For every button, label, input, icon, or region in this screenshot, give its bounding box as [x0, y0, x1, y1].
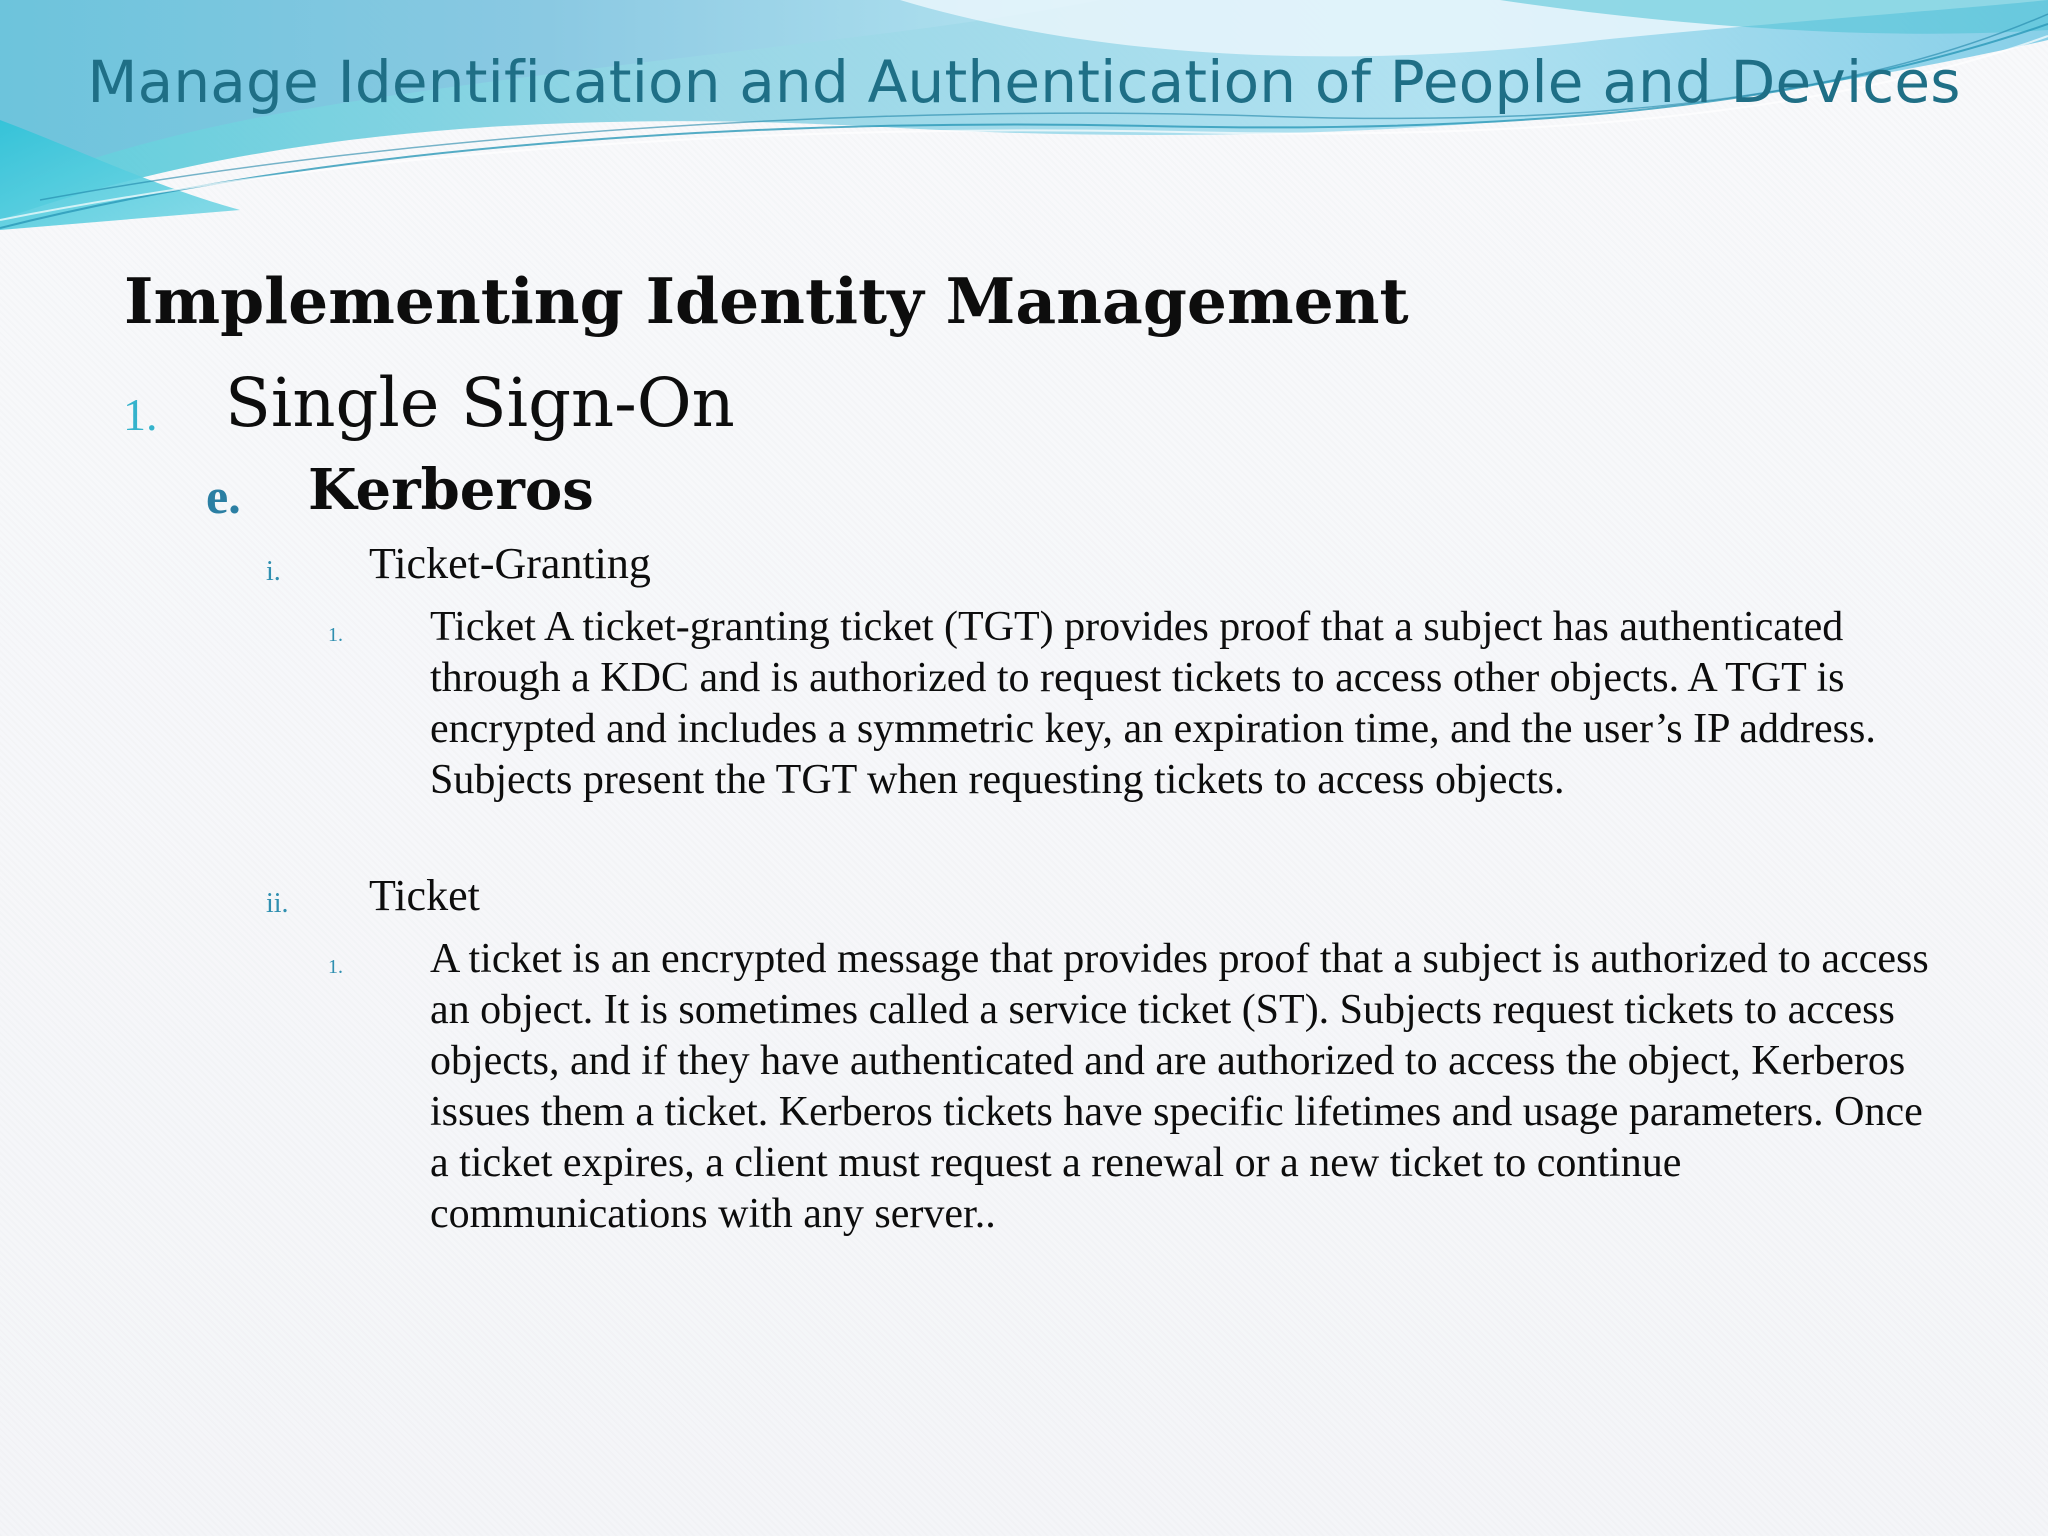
list-marker-level3: ii.	[266, 888, 289, 919]
list-marker-level2: e.	[206, 468, 241, 524]
list-item-single-sign-on: Single Sign-On	[225, 364, 735, 442]
paragraph-ticket-description: A ticket is an encrypted message that provides proof that a subject is authorized to access an object. It is sometimes called a service ticket (ST). Subjects request tickets to access objects, and if they have authenticated and are authorized to access the object, Kerberos issues them a ticket. Kerberos tickets have specific lifetimes and usage parameters. Once a ticket expires, a client must request a renewal or a new ticket to continue communications with any server..	[430, 936, 1929, 1237]
header-wave-decoration	[0, 0, 2048, 240]
section-heading: Implementing Identity Management	[124, 264, 1409, 338]
list-marker-level4: 1.	[328, 624, 343, 646]
list-item-ticket-granting: Ticket-Granting	[369, 539, 651, 588]
slide-title: Manage Identification and Authentication of People and Devices	[87, 48, 1961, 116]
list-marker-level1: 1.	[123, 389, 158, 440]
paragraph-tgt-description: Ticket A ticket-granting ticket (TGT) provides proof that a subject has authenticated through a KDC and is authorized to request tickets to access other objects. A TGT is encrypted and includes a symmetric key, an expiration time, and the user’s IP address. Subjects present the TGT when requesting tickets to access objects.	[430, 604, 1876, 803]
list-item-kerberos: Kerberos	[308, 457, 594, 523]
list-item-ticket: Ticket	[369, 871, 480, 920]
list-marker-level3: i.	[266, 556, 281, 587]
list-marker-level4: 1.	[328, 956, 343, 978]
